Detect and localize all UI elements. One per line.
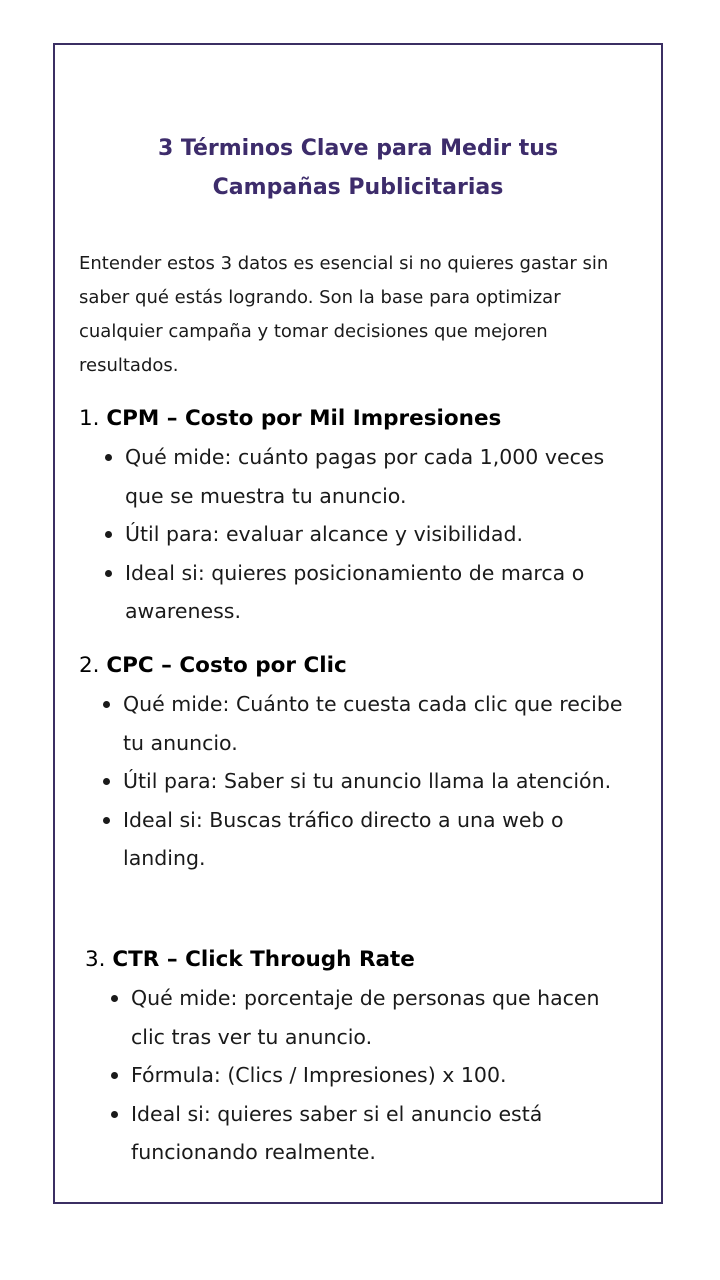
bullet-list xyxy=(103,438,623,631)
page-title xyxy=(55,129,661,207)
list-item: Fórmula: (Clics / Impresiones) x 100. xyxy=(109,1056,609,1095)
list-item: Ideal si: quieres saber si el anuncio está funcionando realmente. xyxy=(109,1095,609,1172)
bullet-list xyxy=(109,979,609,1172)
content-card xyxy=(53,43,663,1204)
list-item: Qué mide: cuánto pagas por cada 1,000 veces que se muestra tu anuncio. xyxy=(103,438,623,515)
section-cpc xyxy=(79,647,639,878)
section-number: 3. xyxy=(85,947,106,972)
list-item: Qué mide: Cuánto te cuesta cada clic que recibe tu anuncio. xyxy=(101,685,631,762)
section-term: CPM – Costo por Mil Impresiones xyxy=(106,406,502,431)
bullet-list xyxy=(101,685,631,878)
section-number: 1. xyxy=(79,406,100,431)
section-ctr xyxy=(85,941,645,1172)
intro-paragraph: Entender estos 3 datos es esencial si no quieres gastar sin saber qué estás logrando. Son la base para optimizar cualquier campaña y tomar decisiones que mejoren resultados. xyxy=(79,253,609,376)
section-heading xyxy=(85,941,645,979)
section-heading xyxy=(79,647,639,685)
list-item: Qué mide: porcentaje de personas que hacen clic tras ver tu anuncio. xyxy=(109,979,609,1056)
title-line-2: Campañas Publicitarias xyxy=(212,175,504,200)
section-term: CPC – Costo por Clic xyxy=(106,653,347,678)
section-term: CTR – Click Through Rate xyxy=(112,947,415,972)
list-item: Ideal si: Buscas tráfico directo a una web o landing. xyxy=(101,801,631,878)
title-line-1: 3 Términos Clave para Medir tus xyxy=(157,136,559,161)
section-cpm xyxy=(79,400,639,631)
section-number: 2. xyxy=(79,653,100,678)
list-item: Ideal si: quieres posicionamiento de marca o awareness. xyxy=(103,554,623,631)
list-item: Útil para: evaluar alcance y visibilidad. xyxy=(103,515,623,554)
section-heading xyxy=(79,400,639,438)
list-item: Útil para: Saber si tu anuncio llama la atención. xyxy=(101,762,631,801)
